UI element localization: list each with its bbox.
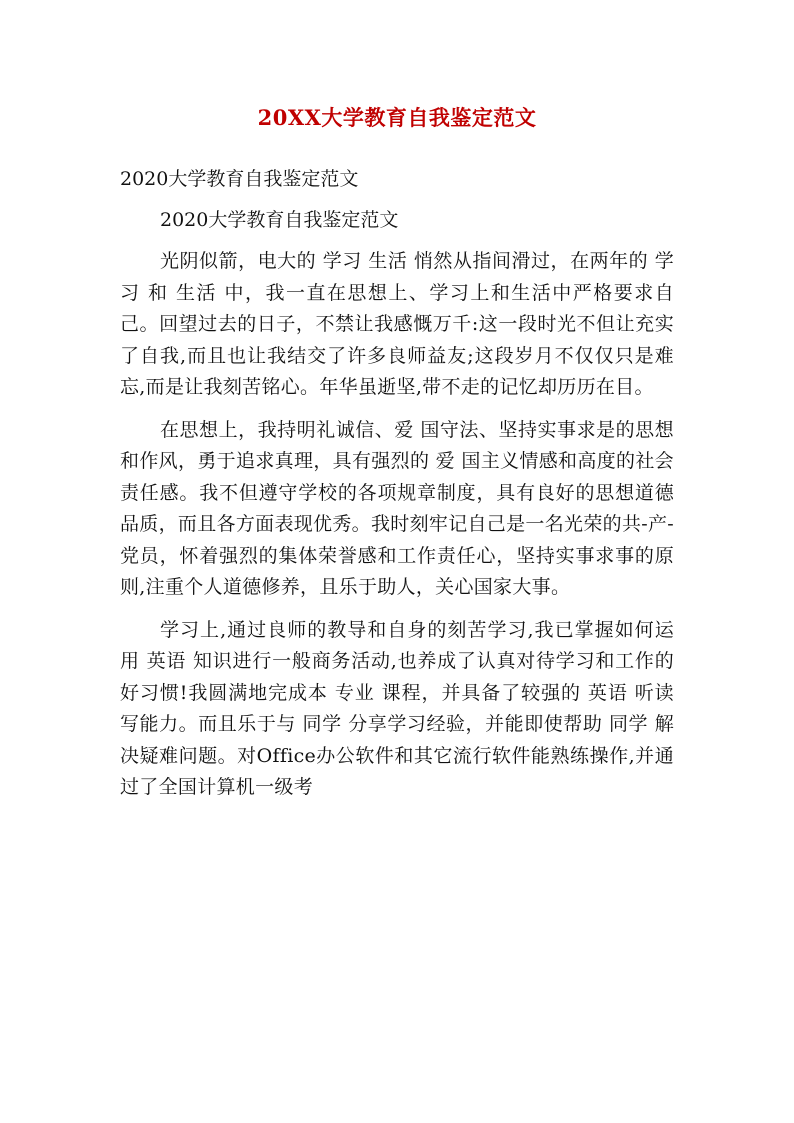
document-subtitle: 2020大学教育自我鉴定范文 xyxy=(120,168,359,190)
document-body xyxy=(120,246,674,804)
document-subtitle-indented: 2020大学教育自我鉴定范文 xyxy=(160,209,399,231)
paragraph-1: 光阴似箭，电大的 学习 生活 悄然从指间滑过，在两年的 学习 和 生活 中，我一直在思想上、学习上和生活中严格要求自己。回望过去的日子，不禁让我感慨万千:这一段时光不但让充实了自我,而且也让我结交了许多良师益友;这段岁月不仅仅只是难忘,而是让我刻苦铭心。年华虽逝坚,带不走的记忆却历历在目。 xyxy=(120,250,674,398)
paragraph-3: 学习上,通过良师的教导和自身的刻苦学习,我已掌握如何运用 英语 知识进行一般商务活动,也养成了认真对待学习和工作的好习惯!我圆满地完成本 专业 课程，并具备了较强的 英语 听读写能力。而且乐于与 同学 分享学习经验，并能即使帮助 同学 解决疑难问题。对Office办公软件和其它流行软件能熟练操作,并通过了全国计算机一级考 xyxy=(120,618,674,798)
document-title: 20XX大学教育自我鉴定范文 xyxy=(257,105,537,130)
paragraph-2: 在思想上，我持明礼诚信、爱 国守法、坚持实事求是的思想和作风，勇于追求真理，具有强烈的 爱 国主义情感和高度的社会责任感。我不但遵守学校的各项规章制度，具有良好的思想道德品质，而且各方面表现优秀。我时刻牢记自己是一名光荣的共-产-党员，怀着强烈的集体荣誉感和工作责任心，坚持实事求事的原则,注重个人道德修养，且乐于助人，关心国家大事。 xyxy=(120,418,674,598)
